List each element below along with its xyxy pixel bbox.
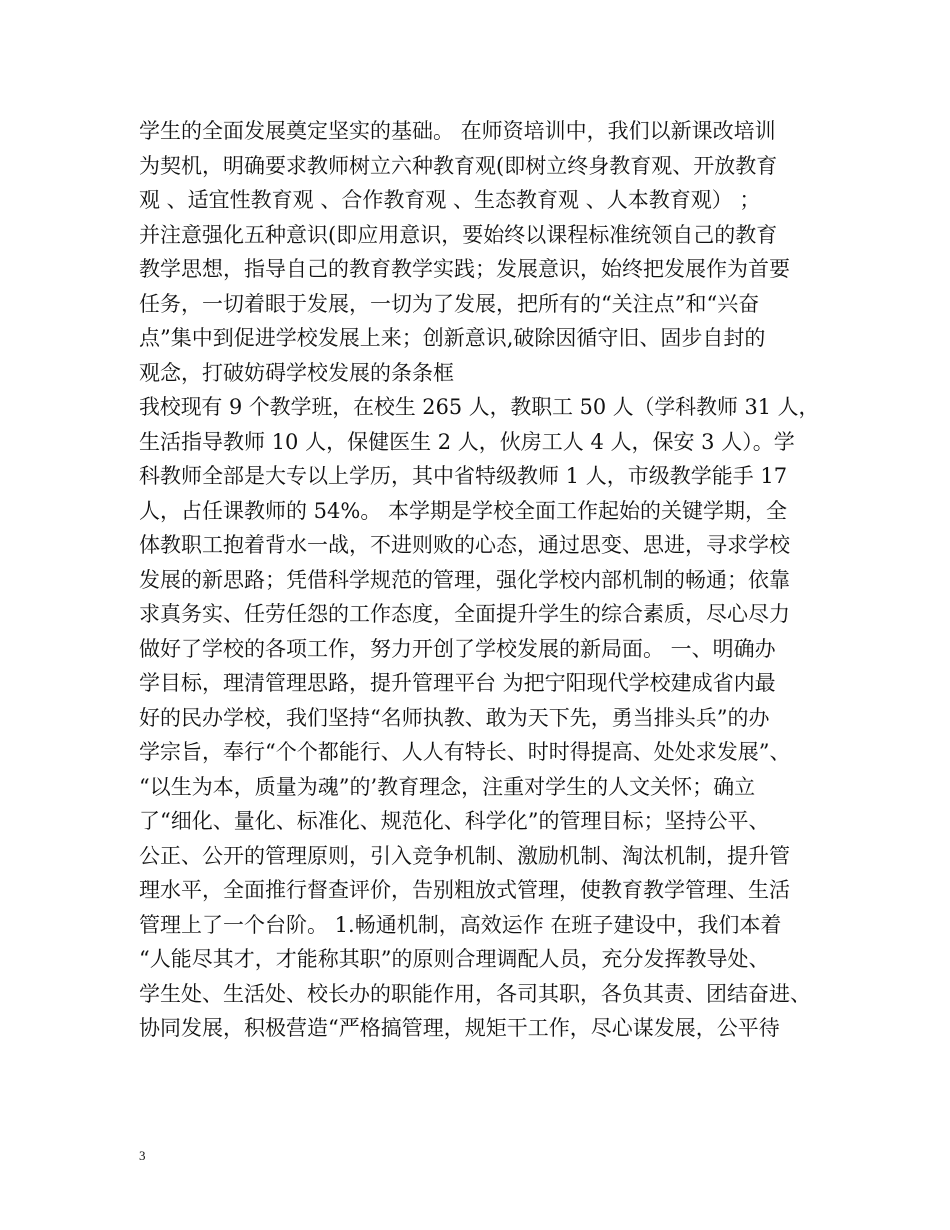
text-line: 点”集中到促进学校发展上来；创新意识,破除因循守旧、固步自封的 xyxy=(139,326,766,350)
text-line: 求真务实、任劳任怨的工作态度，全面提升学生的综合素质，尽心尽力 xyxy=(139,602,790,626)
text-line: 科教师全部是大专以上学历，其中省特级教师 1 人，市级教学能手 17 xyxy=(139,464,788,488)
text-line: 体教职工抱着背水一战，不进则败的心态，通过思变、思进，寻求学校 xyxy=(139,533,790,557)
text-line: 发展的新思路；凭借科学规范的管理，强化学校内部机制的畅通；依靠 xyxy=(139,567,790,592)
text-line: 协同发展，积极营造“严格搞管理，规矩干工作，尽心谋发展，公平待 xyxy=(139,1016,780,1040)
text-line: 公正、公开的管理原则，引入竞争机制、激励机制、淘汰机制，提升管 xyxy=(139,843,790,868)
text-line: 生活指导教师 10 人，保健医生 2 人，伙房工人 4 人，保安 3 人）。学 xyxy=(139,429,795,454)
text-line: 理水平，全面推行督查评价，告别粗放式管理，使教育教学管理、生活 xyxy=(139,878,790,902)
text-line: 观念，打破妨碍学校发展的条条框 xyxy=(139,360,454,385)
text-line: 做好了学校的各项工作，努力开创了学校发展的新局面。 一、明确办 xyxy=(139,636,776,661)
text-line: 观 、适宜性教育观 、合作教育观 、生态教育观 、人本教育观） ； xyxy=(139,188,761,212)
page-number: 3 xyxy=(139,1148,146,1163)
text-line: 学目标，理清管理思路，提升管理平台 为把宁阳现代学校建成省内最 xyxy=(139,671,776,695)
text-line: 学生处、生活处、校长办的职能作用，各司其职，各负其责、团结奋进、 xyxy=(139,981,811,1006)
text-line: 管理上了一个台阶。 1.畅通机制，高效运作 在班子建设中，我们本着 xyxy=(139,912,782,937)
text-line: “人能尽其才，才能称其职”的原则合理调配人员，充分发挥教导处、 xyxy=(139,947,770,971)
text-line: 我校现有 9 个教学班，在校生 265 人，教职工 50 人（学科教师 31 人， xyxy=(139,395,820,419)
text-line: 并注意强化五种意识(即应用意识，要始终以课程标准统领自己的教育 xyxy=(139,222,778,247)
body-text xyxy=(139,114,819,1046)
text-line: 任务，一切着眼于发展，一切为了发展，把所有的“关注点”和“兴奋 xyxy=(139,291,760,316)
text-line: 教学思想，指导自己的教育教学实践；发展意识，始终把发展作为首要 xyxy=(139,257,790,281)
text-line: 好的民办学校，我们坚持“名师执教、敢为天下先，勇当排头兵”的办 xyxy=(139,705,770,730)
text-line: 学生的全面发展奠定坚实的基础。 在师资培训中，我们以新课改培训 xyxy=(139,119,776,143)
text-line: 为契机，明确要求教师树立六种教育观(即树立终身教育观、开放教育 xyxy=(139,153,778,178)
text-line: 了“细化、量化、标准化、规范化、科学化”的管理目标；坚持公平、 xyxy=(139,809,770,833)
text-line: 学宗旨，奉行“个个都能行、人人有特长、时时得提高、处处求发展”、 xyxy=(139,740,791,764)
text-line: 人，占任课教师的 54%。 本学期是学校全面工作起始的关键学期，全 xyxy=(139,498,788,523)
text-line: “以生为本，质量为魂”的’教育理念，注重对学生的人文关怀；确立 xyxy=(139,774,756,799)
